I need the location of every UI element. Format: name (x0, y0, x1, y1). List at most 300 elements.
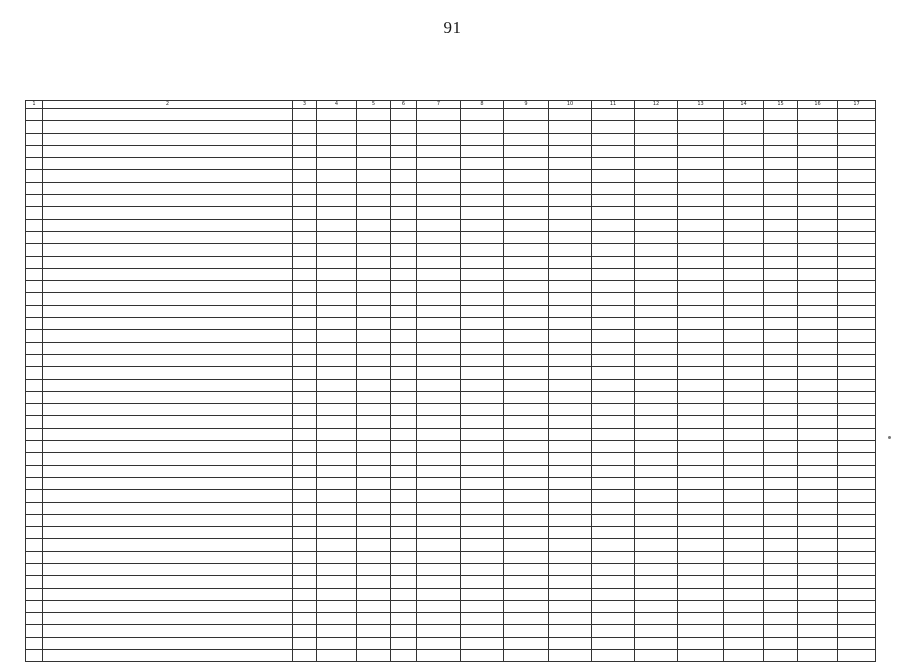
table-cell (43, 268, 293, 280)
table-cell (504, 477, 549, 489)
table-cell (635, 281, 678, 293)
table-cell (317, 182, 357, 194)
table-cell (357, 342, 391, 354)
table-cell (838, 650, 876, 662)
table-cell (678, 231, 724, 243)
table-cell (549, 416, 592, 428)
table-cell (357, 563, 391, 575)
table-cell (391, 182, 417, 194)
table-row (26, 182, 876, 194)
table-cell (417, 244, 461, 256)
table-cell (592, 453, 635, 465)
table-cell (838, 367, 876, 379)
table-cell (26, 551, 43, 563)
table-cell (391, 219, 417, 231)
table-cell (678, 416, 724, 428)
table-cell (317, 404, 357, 416)
table-cell (391, 502, 417, 514)
table-cell (724, 268, 764, 280)
table-cell (592, 637, 635, 649)
table-cell (43, 453, 293, 465)
table-cell (357, 539, 391, 551)
table-cell (317, 502, 357, 514)
table-cell (838, 158, 876, 170)
table-cell (635, 502, 678, 514)
table-cell (678, 182, 724, 194)
table-cell (293, 195, 317, 207)
table-cell (592, 231, 635, 243)
table-cell (504, 514, 549, 526)
table-cell (838, 404, 876, 416)
table-row (26, 539, 876, 551)
table-cell (635, 379, 678, 391)
table-cell (461, 613, 504, 625)
table-cell (764, 293, 798, 305)
table-cell (798, 465, 838, 477)
table-cell (724, 379, 764, 391)
table-row (26, 170, 876, 182)
table-cell (635, 121, 678, 133)
table-cell (391, 133, 417, 145)
table-cell (798, 490, 838, 502)
table-cell (26, 354, 43, 366)
table-cell (461, 453, 504, 465)
table-cell (678, 539, 724, 551)
table-cell (504, 219, 549, 231)
table-cell (357, 231, 391, 243)
table-row (26, 305, 876, 317)
table-cell (592, 330, 635, 342)
table-row (26, 404, 876, 416)
table-cell (417, 477, 461, 489)
table-cell (504, 342, 549, 354)
table-cell (461, 170, 504, 182)
table-cell (635, 305, 678, 317)
table-cell (391, 416, 417, 428)
table-cell (357, 281, 391, 293)
table-cell (764, 158, 798, 170)
table-cell (293, 588, 317, 600)
table-cell (549, 650, 592, 662)
table-cell (724, 391, 764, 403)
table-cell (391, 428, 417, 440)
table-cell (724, 527, 764, 539)
table-cell (293, 563, 317, 575)
table-cell (549, 256, 592, 268)
table-cell (317, 133, 357, 145)
table-cell (461, 514, 504, 526)
table-cell (504, 416, 549, 428)
table-cell (549, 527, 592, 539)
table-cell (678, 391, 724, 403)
table-cell (26, 477, 43, 489)
table-row (26, 281, 876, 293)
table-cell (391, 441, 417, 453)
table-cell (26, 441, 43, 453)
table-cell (635, 133, 678, 145)
table-cell (678, 281, 724, 293)
table-cell (357, 367, 391, 379)
table-cell (357, 428, 391, 440)
table-cell (417, 613, 461, 625)
table-cell (678, 514, 724, 526)
table-cell (678, 170, 724, 182)
table-cell (317, 650, 357, 662)
table-cell (724, 367, 764, 379)
table-cell (504, 182, 549, 194)
table-cell (504, 502, 549, 514)
table-cell (635, 650, 678, 662)
table-cell (592, 563, 635, 575)
table-cell (635, 182, 678, 194)
table-cell (357, 441, 391, 453)
table-cell (391, 600, 417, 612)
table-cell (838, 182, 876, 194)
table-row (26, 231, 876, 243)
table-cell (417, 637, 461, 649)
table-cell (293, 625, 317, 637)
table-cell (461, 268, 504, 280)
table-cell (357, 637, 391, 649)
table-cell (357, 207, 391, 219)
table-cell (764, 256, 798, 268)
table-cell (357, 293, 391, 305)
table-cell (357, 318, 391, 330)
column-number: 2 (43, 101, 293, 109)
table-cell (798, 170, 838, 182)
table-cell (838, 527, 876, 539)
table-cell (317, 342, 357, 354)
table-cell (764, 231, 798, 243)
table-cell (635, 428, 678, 440)
table-cell (357, 576, 391, 588)
table-cell (26, 613, 43, 625)
table-cell (293, 342, 317, 354)
table-cell (764, 170, 798, 182)
table-cell (635, 563, 678, 575)
table-cell (43, 502, 293, 514)
table-cell (461, 293, 504, 305)
table-cell (838, 121, 876, 133)
table-cell (391, 207, 417, 219)
table-row (26, 576, 876, 588)
table-cell (838, 576, 876, 588)
table-cell (592, 281, 635, 293)
table-cell (838, 318, 876, 330)
table-cell (549, 109, 592, 121)
table-cell (391, 145, 417, 157)
table-cell (461, 404, 504, 416)
table-cell (43, 367, 293, 379)
table-row (26, 650, 876, 662)
table-cell (357, 650, 391, 662)
table-cell (549, 391, 592, 403)
table-cell (43, 145, 293, 157)
table-cell (391, 330, 417, 342)
table-cell (461, 477, 504, 489)
table-cell (461, 527, 504, 539)
table-cell (357, 268, 391, 280)
table-cell (461, 391, 504, 403)
table-cell (798, 453, 838, 465)
table-row (26, 379, 876, 391)
table-cell (43, 551, 293, 563)
table-row (26, 109, 876, 121)
table-cell (504, 576, 549, 588)
table-cell (357, 600, 391, 612)
table-cell (592, 367, 635, 379)
table-cell (592, 158, 635, 170)
table-cell (43, 563, 293, 575)
table-cell (293, 379, 317, 391)
table-cell (461, 650, 504, 662)
table-cell (798, 231, 838, 243)
table-cell (293, 268, 317, 280)
table-cell (504, 539, 549, 551)
table-cell (798, 391, 838, 403)
table-cell (635, 625, 678, 637)
table-cell (635, 330, 678, 342)
table-row (26, 490, 876, 502)
table-cell (43, 625, 293, 637)
table-cell (43, 613, 293, 625)
table-cell (26, 207, 43, 219)
table-cell (635, 170, 678, 182)
table-cell (549, 305, 592, 317)
table-cell (504, 527, 549, 539)
table-cell (461, 109, 504, 121)
table-cell (724, 318, 764, 330)
table-cell (317, 354, 357, 366)
table-row (26, 244, 876, 256)
table-cell (549, 268, 592, 280)
table-cell (635, 613, 678, 625)
table-cell (838, 490, 876, 502)
table-row (26, 441, 876, 453)
table-cell (43, 256, 293, 268)
table-row (26, 219, 876, 231)
table-cell (391, 281, 417, 293)
table-cell (798, 441, 838, 453)
table-cell (798, 158, 838, 170)
table-cell (461, 330, 504, 342)
table-row (26, 563, 876, 575)
table-cell (43, 354, 293, 366)
table-cell (317, 305, 357, 317)
table-cell (635, 465, 678, 477)
table-cell (764, 305, 798, 317)
table-cell (26, 502, 43, 514)
table-cell (678, 490, 724, 502)
table-cell (635, 391, 678, 403)
table-cell (838, 465, 876, 477)
table-cell (317, 551, 357, 563)
table-cell (764, 637, 798, 649)
table-cell (357, 391, 391, 403)
table-cell (391, 342, 417, 354)
table-cell (26, 600, 43, 612)
table-cell (43, 330, 293, 342)
table-cell (504, 588, 549, 600)
table-cell (461, 465, 504, 477)
table-cell (293, 293, 317, 305)
table-cell (504, 281, 549, 293)
table-cell (798, 207, 838, 219)
table-cell (26, 527, 43, 539)
table-cell (317, 145, 357, 157)
table-cell (417, 342, 461, 354)
table-cell (391, 170, 417, 182)
table-row (26, 477, 876, 489)
table-cell (798, 133, 838, 145)
table-cell (417, 441, 461, 453)
table-cell (504, 330, 549, 342)
table-cell (798, 379, 838, 391)
table-cell (504, 441, 549, 453)
table-cell (635, 158, 678, 170)
table-cell (417, 207, 461, 219)
table-cell (417, 318, 461, 330)
table-cell (838, 170, 876, 182)
table-cell (461, 145, 504, 157)
table-cell (317, 576, 357, 588)
table-cell (417, 404, 461, 416)
table-cell (838, 563, 876, 575)
table-cell (635, 637, 678, 649)
table-cell (417, 109, 461, 121)
table-cell (592, 207, 635, 219)
table-cell (461, 600, 504, 612)
table-cell (635, 318, 678, 330)
table-cell (798, 281, 838, 293)
table-cell (798, 563, 838, 575)
table-cell (26, 379, 43, 391)
table-cell (293, 231, 317, 243)
table-cell (764, 367, 798, 379)
table-cell (592, 256, 635, 268)
table-cell (678, 465, 724, 477)
table-cell (357, 305, 391, 317)
table-cell (293, 318, 317, 330)
table-cell (838, 379, 876, 391)
table-row (26, 318, 876, 330)
table-cell (724, 354, 764, 366)
table-cell (43, 428, 293, 440)
table-cell (635, 514, 678, 526)
table-cell (798, 109, 838, 121)
table-cell (417, 367, 461, 379)
table-cell (504, 231, 549, 243)
table-cell (357, 490, 391, 502)
table-cell (838, 502, 876, 514)
table-cell (592, 170, 635, 182)
table-cell (417, 563, 461, 575)
table-cell (838, 330, 876, 342)
table-cell (838, 613, 876, 625)
table-cell (678, 477, 724, 489)
table-cell (592, 354, 635, 366)
table-cell (317, 318, 357, 330)
table-row (26, 121, 876, 133)
table-cell (838, 354, 876, 366)
table-cell (549, 195, 592, 207)
table-cell (461, 318, 504, 330)
table-cell (592, 502, 635, 514)
table-cell (317, 379, 357, 391)
table-cell (417, 588, 461, 600)
table-cell (26, 637, 43, 649)
table-cell (26, 576, 43, 588)
table-cell (678, 551, 724, 563)
table-cell (724, 219, 764, 231)
table-row (26, 145, 876, 157)
table-cell (391, 404, 417, 416)
table-cell (391, 231, 417, 243)
table-cell (317, 600, 357, 612)
table-cell (26, 588, 43, 600)
table-cell (504, 170, 549, 182)
table-cell (635, 293, 678, 305)
table-cell (504, 551, 549, 563)
table-cell (26, 305, 43, 317)
table-cell (357, 330, 391, 342)
table-cell (724, 502, 764, 514)
table-row (26, 637, 876, 649)
table-cell (417, 527, 461, 539)
table-cell (357, 145, 391, 157)
table-cell (798, 477, 838, 489)
table-cell (635, 477, 678, 489)
table-cell (678, 600, 724, 612)
table-cell (798, 293, 838, 305)
table-cell (461, 354, 504, 366)
table-cell (592, 514, 635, 526)
table-cell (838, 453, 876, 465)
table-cell (724, 551, 764, 563)
table-cell (391, 625, 417, 637)
table-cell (417, 219, 461, 231)
table-cell (678, 367, 724, 379)
column-number: 16 (798, 101, 838, 109)
table-cell (592, 145, 635, 157)
table-cell (461, 281, 504, 293)
table-cell (678, 293, 724, 305)
table-cell (549, 293, 592, 305)
table-cell (838, 588, 876, 600)
table-cell (678, 637, 724, 649)
table-cell (391, 527, 417, 539)
table-cell (43, 342, 293, 354)
table-cell (43, 133, 293, 145)
table-cell (724, 563, 764, 575)
table-row (26, 514, 876, 526)
table-cell (549, 514, 592, 526)
column-number: 9 (504, 101, 549, 109)
table-cell (417, 281, 461, 293)
table-cell (317, 109, 357, 121)
table-cell (504, 133, 549, 145)
table-cell (26, 404, 43, 416)
table-cell (317, 268, 357, 280)
table-cell (26, 145, 43, 157)
housing-table (25, 100, 876, 662)
table-cell (504, 600, 549, 612)
table-cell (461, 539, 504, 551)
table-cell (43, 207, 293, 219)
column-number: 1 (26, 101, 43, 109)
table-cell (357, 453, 391, 465)
table-cell (592, 600, 635, 612)
